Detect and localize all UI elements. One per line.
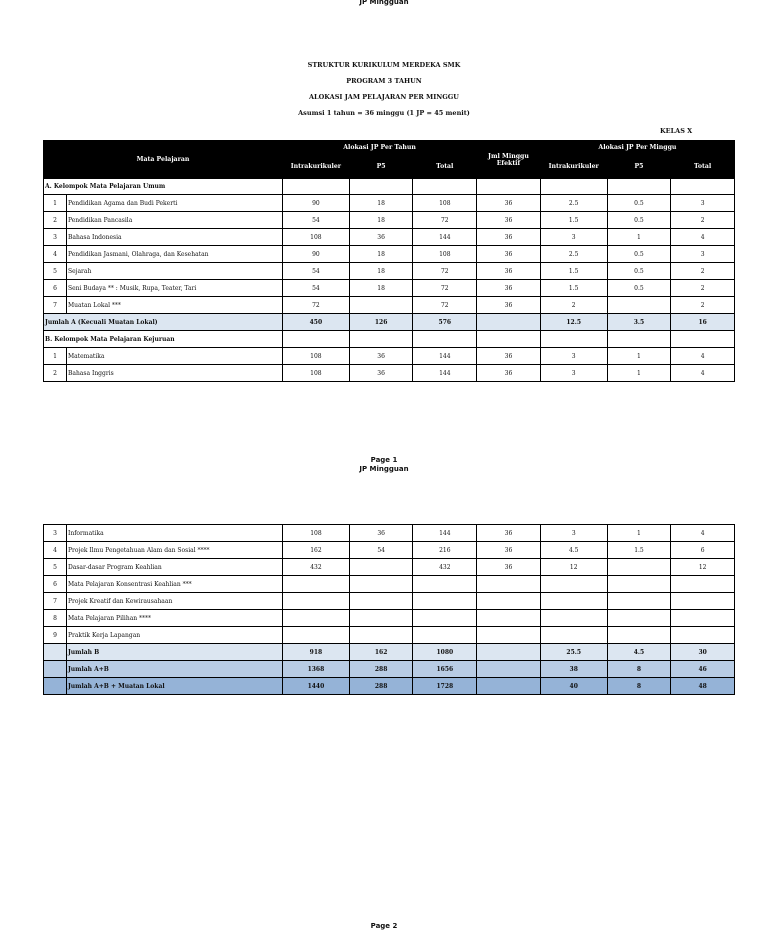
cell-p5-w xyxy=(607,297,671,314)
cell-total-y: 144 xyxy=(413,348,477,365)
cell-intra-y: 108 xyxy=(283,365,350,382)
section-label: B. Kelompok Mata Pelajaran Kejuruan xyxy=(44,331,283,348)
cell-p5-y xyxy=(349,627,413,644)
subject-name: Pendidikan Pancasila xyxy=(66,212,282,229)
row-number: 3 xyxy=(44,229,67,246)
cell-total-w: 4 xyxy=(671,525,735,542)
summary-total-w: 30 xyxy=(671,644,735,661)
page-footer-2: Page 2 xyxy=(370,922,398,930)
cell-p5-w: 1 xyxy=(607,348,671,365)
cell-p5-w xyxy=(607,627,671,644)
cell-intra-y: 54 xyxy=(283,263,350,280)
summary-weeks xyxy=(477,661,541,678)
table-row xyxy=(44,195,735,212)
row-number: 4 xyxy=(44,542,67,559)
header-p5-tahun: P5 xyxy=(349,154,413,179)
doc-subtitle-asumsi: Asumsi 1 tahun = 36 minggu (1 JP = 45 menit) xyxy=(298,109,470,117)
cell-total-y: 72 xyxy=(413,280,477,297)
subject-name: Mata Pelajaran Konsentrasi Keahlian *** xyxy=(66,576,282,593)
summary-p5-w: 8 xyxy=(607,678,671,695)
cell-intra-w: 1.5 xyxy=(540,263,607,280)
cell-p5-y: 18 xyxy=(349,195,413,212)
cell-intra-w: 1.5 xyxy=(540,212,607,229)
summary-label: Jumlah B xyxy=(66,644,282,661)
cell-intra-y: 108 xyxy=(283,525,350,542)
cell-p5-y: 36 xyxy=(349,525,413,542)
section-label: A. Kelompok Mata Pelajaran Umum xyxy=(44,179,283,195)
subject-name: Bahasa Indonesia xyxy=(66,229,282,246)
row-number: 3 xyxy=(44,525,67,542)
table-row xyxy=(44,348,735,365)
summary-p5-y: 288 xyxy=(349,678,413,695)
subject-name: Mata Pelajaran Pilihan **** xyxy=(66,610,282,627)
cell-weeks: 36 xyxy=(477,195,541,212)
summary-p5-w: 3.5 xyxy=(607,314,671,331)
cell-total-y: 72 xyxy=(413,297,477,314)
cell-intra-y: 90 xyxy=(283,246,350,263)
cell-intra-y xyxy=(283,593,350,610)
cell-p5-w xyxy=(607,610,671,627)
cell-p5-y: 54 xyxy=(349,542,413,559)
curriculum-table-page2 xyxy=(43,524,735,695)
row-number: 5 xyxy=(44,559,67,576)
cell-intra-w: 2.5 xyxy=(540,246,607,263)
cell-total-y: 144 xyxy=(413,229,477,246)
cell-intra-y xyxy=(283,610,350,627)
summary-label: Jumlah A+B xyxy=(66,661,282,678)
cell-total-y: 72 xyxy=(413,212,477,229)
empty-cell xyxy=(477,331,541,348)
empty-cell xyxy=(44,661,67,678)
doc-subtitle-program: PROGRAM 3 TAHUN xyxy=(346,77,422,85)
page-footer-1: Page 1 xyxy=(370,456,398,464)
cell-total-y xyxy=(413,593,477,610)
row-number: 1 xyxy=(44,348,67,365)
summary-total-y: 1080 xyxy=(413,644,477,661)
empty-cell xyxy=(44,678,67,695)
subject-name: Dasar-dasar Program Keahlian xyxy=(66,559,282,576)
summary-intra-y: 1368 xyxy=(283,661,350,678)
running-header-page1: JP Mingguan xyxy=(359,0,409,6)
cell-intra-w: 1.5 xyxy=(540,280,607,297)
cell-intra-w xyxy=(540,610,607,627)
cell-total-y: 144 xyxy=(413,525,477,542)
summary-row xyxy=(44,644,735,661)
cell-total-w: 3 xyxy=(671,246,735,263)
subject-name: Bahasa Inggris xyxy=(66,365,282,382)
empty-cell xyxy=(413,179,477,195)
empty-cell xyxy=(283,179,350,195)
cell-total-w: 4 xyxy=(671,365,735,382)
summary-total-y: 576 xyxy=(413,314,477,331)
row-number: 9 xyxy=(44,627,67,644)
table-row xyxy=(44,610,735,627)
cell-intra-y: 432 xyxy=(283,559,350,576)
summary-total-w: 16 xyxy=(671,314,735,331)
summary-weeks xyxy=(477,678,541,695)
table-row xyxy=(44,627,735,644)
cell-weeks xyxy=(477,627,541,644)
row-number: 2 xyxy=(44,365,67,382)
header-alokasi-minggu: Alokasi JP Per Minggu xyxy=(540,141,734,154)
cell-p5-y: 36 xyxy=(349,348,413,365)
cell-total-y: 216 xyxy=(413,542,477,559)
subject-name: Pendidikan Jasmani, Olahraga, dan Kesehatan xyxy=(66,246,282,263)
cell-p5-w: 0.5 xyxy=(607,246,671,263)
cell-intra-y: 108 xyxy=(283,229,350,246)
summary-p5-w: 4.5 xyxy=(607,644,671,661)
cell-p5-y xyxy=(349,559,413,576)
cell-total-y: 432 xyxy=(413,559,477,576)
summary-intra-w: 25.5 xyxy=(540,644,607,661)
summary-row xyxy=(44,314,735,331)
cell-total-w: 3 xyxy=(671,195,735,212)
header-intra-tahun: Intrakurikuler xyxy=(283,154,350,179)
empty-cell xyxy=(349,179,413,195)
summary-p5-w: 8 xyxy=(607,661,671,678)
cell-total-w: 2 xyxy=(671,280,735,297)
cell-total-y: 72 xyxy=(413,263,477,280)
cell-intra-w xyxy=(540,593,607,610)
summary-p5-y: 162 xyxy=(349,644,413,661)
cell-total-w: 12 xyxy=(671,559,735,576)
summary-intra-w: 38 xyxy=(540,661,607,678)
row-number: 4 xyxy=(44,246,67,263)
table-row xyxy=(44,542,735,559)
cell-weeks: 36 xyxy=(477,559,541,576)
empty-cell xyxy=(671,179,735,195)
table-row xyxy=(44,212,735,229)
cell-total-w: 2 xyxy=(671,297,735,314)
subject-name: Pendidikan Agama dan Budi Pekerti xyxy=(66,195,282,212)
cell-intra-w xyxy=(540,627,607,644)
summary-row xyxy=(44,678,735,695)
row-number: 6 xyxy=(44,576,67,593)
cell-intra-w: 3 xyxy=(540,229,607,246)
cell-weeks: 36 xyxy=(477,246,541,263)
cell-intra-w: 2.5 xyxy=(540,195,607,212)
cell-p5-w: 0.5 xyxy=(607,263,671,280)
row-number: 5 xyxy=(44,263,67,280)
cell-total-w xyxy=(671,627,735,644)
cell-intra-w: 3 xyxy=(540,525,607,542)
cell-total-y xyxy=(413,576,477,593)
cell-weeks xyxy=(477,576,541,593)
cell-weeks: 36 xyxy=(477,525,541,542)
cell-p5-y xyxy=(349,593,413,610)
cell-total-y: 144 xyxy=(413,365,477,382)
cell-intra-y: 54 xyxy=(283,280,350,297)
summary-intra-y: 450 xyxy=(283,314,350,331)
summary-label: Jumlah A (Kecuali Muatan Lokal) xyxy=(44,314,283,331)
summary-label: Jumlah A+B + Muatan Lokal xyxy=(66,678,282,695)
summary-p5-y: 288 xyxy=(349,661,413,678)
cell-weeks: 36 xyxy=(477,297,541,314)
row-number: 1 xyxy=(44,195,67,212)
cell-total-w xyxy=(671,593,735,610)
subject-name: Projek Kreatif dan Kewirausahaan xyxy=(66,593,282,610)
row-number: 8 xyxy=(44,610,67,627)
row-number: 2 xyxy=(44,212,67,229)
subject-name: Praktik Kerja Lapangan xyxy=(66,627,282,644)
table-row xyxy=(44,229,735,246)
table-row xyxy=(44,263,735,280)
cell-p5-y: 18 xyxy=(349,280,413,297)
table-row xyxy=(44,246,735,263)
cell-p5-y: 36 xyxy=(349,229,413,246)
header-total-minggu: Total xyxy=(671,154,735,179)
cell-intra-w xyxy=(540,576,607,593)
subject-name: Seni Budaya ** : Musik, Rupa, Teater, Tari xyxy=(66,280,282,297)
cell-intra-w: 12 xyxy=(540,559,607,576)
section-b-header xyxy=(44,331,735,348)
empty-cell xyxy=(607,331,671,348)
summary-intra-w: 40 xyxy=(540,678,607,695)
subject-name: Projek Ilmu Pengetahuan Alam dan Sosial **** xyxy=(66,542,282,559)
table-row xyxy=(44,576,735,593)
empty-cell xyxy=(413,331,477,348)
summary-total-w: 46 xyxy=(671,661,735,678)
cell-weeks: 36 xyxy=(477,542,541,559)
header-mata-pelajaran: Mata Pelajaran xyxy=(44,141,283,179)
cell-p5-y xyxy=(349,610,413,627)
doc-subtitle-alokasi: ALOKASI JAM PELAJARAN PER MINGGU xyxy=(309,93,459,101)
cell-total-w: 4 xyxy=(671,229,735,246)
header-total-tahun: Total xyxy=(413,154,477,179)
empty-cell xyxy=(477,179,541,195)
cell-p5-w: 1 xyxy=(607,525,671,542)
cell-weeks xyxy=(477,593,541,610)
cell-p5-y: 18 xyxy=(349,212,413,229)
cell-p5-w xyxy=(607,576,671,593)
kelas-label: KELAS X xyxy=(660,127,693,135)
cell-weeks: 36 xyxy=(477,263,541,280)
summary-total-y: 1728 xyxy=(413,678,477,695)
cell-total-w xyxy=(671,576,735,593)
cell-intra-y xyxy=(283,627,350,644)
cell-weeks: 36 xyxy=(477,229,541,246)
cell-p5-w: 1.5 xyxy=(607,542,671,559)
table-row xyxy=(44,365,735,382)
table-row xyxy=(44,297,735,314)
cell-weeks: 36 xyxy=(477,212,541,229)
row-number: 6 xyxy=(44,280,67,297)
row-number: 7 xyxy=(44,593,67,610)
cell-weeks: 36 xyxy=(477,280,541,297)
table-row xyxy=(44,559,735,576)
cell-total-y: 108 xyxy=(413,195,477,212)
empty-cell xyxy=(671,331,735,348)
empty-cell xyxy=(607,179,671,195)
cell-p5-y xyxy=(349,297,413,314)
table-row xyxy=(44,525,735,542)
empty-cell xyxy=(283,331,350,348)
cell-total-y xyxy=(413,627,477,644)
empty-cell xyxy=(540,179,607,195)
cell-intra-y: 90 xyxy=(283,195,350,212)
cell-p5-w: 0.5 xyxy=(607,212,671,229)
cell-intra-y: 72 xyxy=(283,297,350,314)
cell-p5-w: 1 xyxy=(607,229,671,246)
cell-total-y xyxy=(413,610,477,627)
doc-title: STRUKTUR KURIKULUM MERDEKA SMK xyxy=(307,61,461,69)
table-row xyxy=(44,280,735,297)
summary-row xyxy=(44,661,735,678)
cell-total-w: 6 xyxy=(671,542,735,559)
summary-intra-w: 12.5 xyxy=(540,314,607,331)
curriculum-table-page1 xyxy=(43,140,735,382)
cell-weeks xyxy=(477,610,541,627)
cell-intra-y: 162 xyxy=(283,542,350,559)
cell-p5-y: 36 xyxy=(349,365,413,382)
cell-p5-w: 0.5 xyxy=(607,280,671,297)
cell-intra-y: 108 xyxy=(283,348,350,365)
row-number: 7 xyxy=(44,297,67,314)
empty-cell xyxy=(349,331,413,348)
cell-p5-w: 0.5 xyxy=(607,195,671,212)
subject-name: Matematika xyxy=(66,348,282,365)
cell-total-w: 2 xyxy=(671,212,735,229)
header-p5-minggu: P5 xyxy=(607,154,671,179)
cell-intra-w: 3 xyxy=(540,348,607,365)
summary-weeks xyxy=(477,644,541,661)
empty-cell xyxy=(540,331,607,348)
cell-weeks: 36 xyxy=(477,365,541,382)
subject-name: Informatika xyxy=(66,525,282,542)
cell-p5-w xyxy=(607,593,671,610)
cell-p5-w xyxy=(607,559,671,576)
cell-total-y: 108 xyxy=(413,246,477,263)
cell-intra-w: 4.5 xyxy=(540,542,607,559)
summary-intra-y: 1440 xyxy=(283,678,350,695)
cell-weeks: 36 xyxy=(477,348,541,365)
cell-total-w: 2 xyxy=(671,263,735,280)
header-jml-minggu: Jml Minggu Efektif xyxy=(477,141,541,179)
cell-p5-y xyxy=(349,576,413,593)
cell-intra-y: 54 xyxy=(283,212,350,229)
running-header-page2: JP Mingguan xyxy=(359,465,409,473)
header-intra-minggu: Intrakurikuler xyxy=(540,154,607,179)
cell-intra-w: 2 xyxy=(540,297,607,314)
summary-weeks xyxy=(477,314,541,331)
summary-total-w: 48 xyxy=(671,678,735,695)
cell-p5-y: 18 xyxy=(349,246,413,263)
summary-p5-y: 126 xyxy=(349,314,413,331)
cell-total-w: 4 xyxy=(671,348,735,365)
cell-intra-w: 3 xyxy=(540,365,607,382)
subject-name: Muatan Lokal *** xyxy=(66,297,282,314)
summary-intra-y: 918 xyxy=(283,644,350,661)
cell-p5-y: 18 xyxy=(349,263,413,280)
header-alokasi-tahun: Alokasi JP Per Tahun xyxy=(283,141,477,154)
section-a-header xyxy=(44,179,735,195)
cell-p5-w: 1 xyxy=(607,365,671,382)
empty-cell xyxy=(44,644,67,661)
summary-total-y: 1656 xyxy=(413,661,477,678)
cell-total-w xyxy=(671,610,735,627)
subject-name: Sejarah xyxy=(66,263,282,280)
cell-intra-y xyxy=(283,576,350,593)
table-row xyxy=(44,593,735,610)
